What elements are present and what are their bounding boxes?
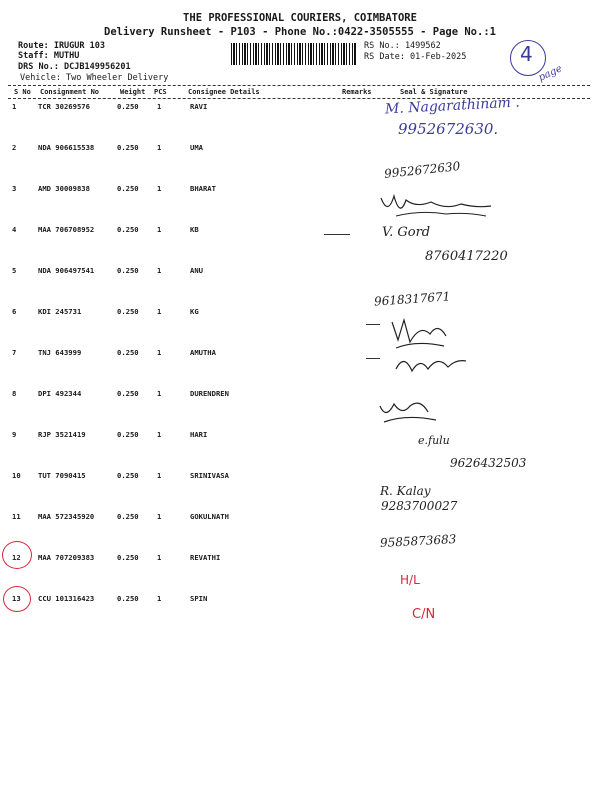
row-pcs: 1 bbox=[157, 102, 162, 111]
col-pcs: PCS bbox=[154, 88, 167, 96]
row-weight: 0.250 bbox=[117, 389, 139, 398]
row-sno: 11 bbox=[12, 512, 21, 521]
col-sno: S No bbox=[14, 88, 31, 96]
col-consignee: Consignee Details bbox=[188, 88, 260, 96]
row-pcs: 1 bbox=[157, 553, 162, 562]
row-pcs: 1 bbox=[157, 430, 162, 439]
row-consignment: TNJ 643999 bbox=[38, 348, 82, 357]
row12-circle-mark bbox=[2, 541, 32, 569]
row-sno: 13 bbox=[12, 594, 21, 603]
drs-number: DRS No.: DCJB149956201 bbox=[18, 62, 131, 72]
header-top-rule bbox=[8, 85, 590, 86]
row-consignee: SRINIVASA bbox=[190, 471, 229, 480]
row-sno: 9 bbox=[12, 430, 17, 439]
row-weight: 0.250 bbox=[117, 471, 139, 480]
row-consignee: GOKULNATH bbox=[190, 512, 229, 521]
row-weight: 0.250 bbox=[117, 594, 139, 603]
page-count-mark: 4 bbox=[520, 42, 533, 66]
row13-handwritten-mark: C/N bbox=[412, 607, 436, 622]
row-consignee: HARI bbox=[190, 430, 208, 439]
row-weight: 0.250 bbox=[117, 266, 139, 275]
row4-remark-dash bbox=[324, 234, 350, 235]
row10-signature-phone: 9283700027 bbox=[381, 499, 458, 513]
row-pcs: 1 bbox=[157, 512, 162, 521]
row10-signature-name: R. Kalay bbox=[380, 484, 431, 498]
row13-circle-mark bbox=[3, 586, 31, 612]
page-count-word: page bbox=[536, 63, 564, 84]
row-sno: 5 bbox=[12, 266, 17, 275]
row-weight: 0.250 bbox=[117, 102, 139, 111]
row-weight: 0.250 bbox=[117, 430, 139, 439]
row1-signature-phone: 9952672630. bbox=[398, 120, 499, 138]
row-weight: 0.250 bbox=[117, 143, 139, 152]
row-pcs: 1 bbox=[157, 348, 162, 357]
row-pcs: 1 bbox=[157, 184, 162, 193]
row-sno: 10 bbox=[12, 471, 21, 480]
row12-handwritten-mark: H/L bbox=[400, 573, 420, 587]
row-pcs: 1 bbox=[157, 594, 162, 603]
row-pcs: 1 bbox=[157, 389, 162, 398]
row-sno: 1 bbox=[12, 102, 17, 111]
row1-signature-name: M. Nagarathinam . bbox=[384, 94, 521, 118]
row-consignment: MAA 572345920 bbox=[38, 512, 95, 521]
row-consignment: NDA 906615538 bbox=[38, 143, 95, 152]
row-weight: 0.250 bbox=[117, 512, 139, 521]
row4-signature-phone: 8760417220 bbox=[425, 249, 508, 264]
row-consignment: RJP 3521419 bbox=[38, 430, 86, 439]
row-consignee: ANU bbox=[190, 266, 203, 275]
row-consignment: TCR 30269576 bbox=[38, 102, 90, 111]
row-consignee: SPIN bbox=[190, 594, 208, 603]
row-consignee: RAVI bbox=[190, 102, 208, 111]
route-label: Route: IRUGUR 103 bbox=[18, 41, 105, 51]
row7-remark-dash bbox=[366, 358, 380, 359]
row-consignment: AMD 30009838 bbox=[38, 184, 90, 193]
row-consignment: TUT 7090415 bbox=[38, 471, 86, 480]
row-sno: 7 bbox=[12, 348, 17, 357]
row-consignee: BHARAT bbox=[190, 184, 216, 193]
row-consignee: KB bbox=[190, 225, 199, 234]
col-seal: Seal & Signature bbox=[400, 88, 468, 96]
row-weight: 0.250 bbox=[117, 553, 139, 562]
row-sno: 8 bbox=[12, 389, 17, 398]
row-sno: 4 bbox=[12, 225, 17, 234]
row9-signature-phone: 9626432503 bbox=[450, 456, 527, 470]
row-sno: 6 bbox=[12, 307, 17, 316]
row5-signature-phone: 9618317671 bbox=[373, 289, 451, 309]
row-pcs: 1 bbox=[157, 225, 162, 234]
row-consignment: KDI 245731 bbox=[38, 307, 82, 316]
col-weight: Weight bbox=[120, 88, 146, 96]
col-consignment: Consignment No bbox=[40, 88, 100, 96]
row7-signature-scribble bbox=[392, 345, 472, 385]
row-pcs: 1 bbox=[157, 307, 162, 316]
row11-signature-phone: 9585873683 bbox=[379, 532, 457, 550]
rs-number: RS No.: 1499562 bbox=[364, 41, 441, 51]
barcode bbox=[231, 43, 357, 65]
row-pcs: 1 bbox=[157, 143, 162, 152]
row-consignee: AMUTHA bbox=[190, 348, 216, 357]
row9-signature: e.fulu bbox=[418, 434, 450, 447]
row-pcs: 1 bbox=[157, 471, 162, 480]
row-consignee: UMA bbox=[190, 143, 203, 152]
row-sno: 3 bbox=[12, 184, 17, 193]
row-weight: 0.250 bbox=[117, 225, 139, 234]
row-sno: 2 bbox=[12, 143, 17, 152]
row3-signature-scribble bbox=[376, 188, 506, 228]
row-weight: 0.250 bbox=[117, 348, 139, 357]
row-sno: 12 bbox=[12, 553, 21, 562]
row4-signature-name: V. Gord bbox=[382, 225, 431, 240]
row8-signature-scribble bbox=[376, 394, 456, 430]
row2-signature: 9952672630 bbox=[383, 159, 461, 181]
row-consignment: MAA 706708952 bbox=[38, 225, 95, 234]
row-consignment: DPI 492344 bbox=[38, 389, 82, 398]
row-pcs: 1 bbox=[157, 266, 162, 275]
row-consignee: KG bbox=[190, 307, 199, 316]
row6-remark-dash bbox=[366, 324, 380, 325]
rs-date: RS Date: 01-Feb-2025 bbox=[364, 52, 467, 62]
row-consignment: NDA 906497541 bbox=[38, 266, 95, 275]
row-consignment: MAA 707209383 bbox=[38, 553, 95, 562]
row-weight: 0.250 bbox=[117, 184, 139, 193]
row-consignee: REVATHI bbox=[190, 553, 221, 562]
row-weight: 0.250 bbox=[117, 307, 139, 316]
company-title: THE PROFESSIONAL COURIERS, COIMBATORE bbox=[183, 12, 417, 24]
staff-label: Staff: MUTHU bbox=[18, 51, 80, 61]
row-consignee: DURENDREN bbox=[190, 389, 229, 398]
col-remarks: Remarks bbox=[342, 88, 372, 96]
runsheet-subtitle: Delivery Runsheet - P103 - Phone No.:0422-3505555 - Page No.:1 bbox=[104, 26, 496, 38]
row-consignment: CCU 101316423 bbox=[38, 594, 95, 603]
vehicle-label: Vehicle: Two Wheeler Delivery bbox=[20, 73, 169, 83]
